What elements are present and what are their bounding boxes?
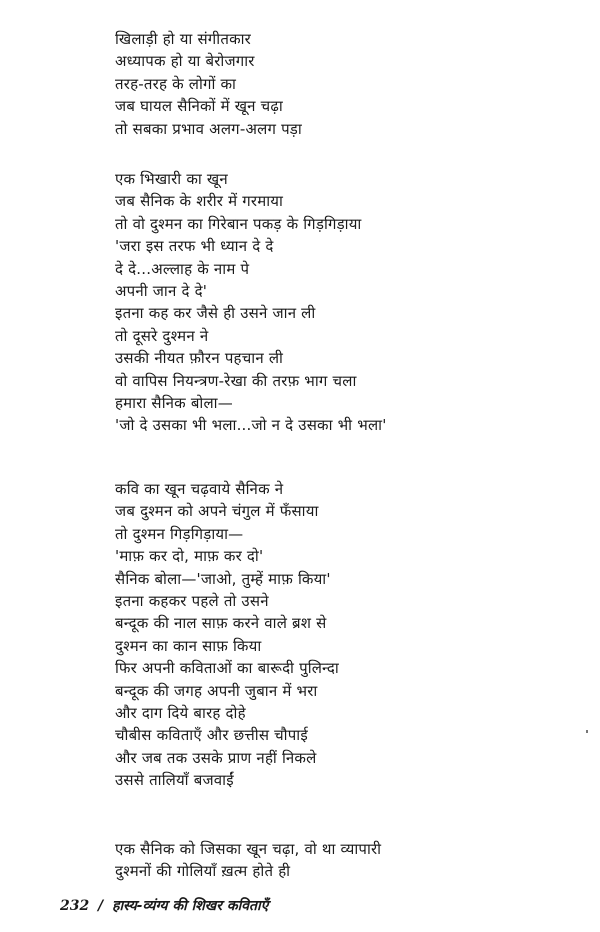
poem-line: जब सैनिक के शरीर में गरमाया (115, 192, 284, 211)
poem-line: सैनिक बोला—'जाओ, तुम्हें माफ़ किया' (115, 569, 331, 588)
page-number: 232 (60, 898, 90, 914)
poem-line: इतना कह कर जैसे ही उसने जान ली (115, 304, 316, 323)
poem-line: उसकी नीयत फ़ौरन पहचान ली (115, 349, 284, 368)
scan-speck (586, 730, 588, 733)
poem-line: जब दुश्मन को अपने चंगुल में फँसाया (115, 502, 319, 521)
poem-line: चौबीस कविताएँ और छत्तीस चौपाई (115, 726, 308, 745)
poem-line: जब घायल सैनिकों में खून चढ़ा (115, 97, 283, 116)
page-footer (60, 896, 268, 916)
poem-line: दे दे...अल्लाह के नाम पे (115, 259, 250, 278)
poem-line: दुश्मनों की गोलियाँ ख़त्म होते ही (115, 862, 291, 881)
poem-line: दुश्मन का कान साफ़ किया (115, 636, 262, 655)
poem-line: और जब तक उसके प्राण नहीं निकले (115, 748, 317, 767)
poem-line: अध्यापक हो या बेरोजगार (115, 52, 255, 71)
poem-line: तो दूसरे दुश्मन ने (115, 326, 209, 345)
poem-line: वो वापिस नियन्त्रण-रेखा की तरफ़ भाग चला (115, 371, 357, 390)
poem-line: 'जो दे उसका भी भला...जो न दे उसका भी भला' (115, 416, 387, 435)
poem-line: और दाग दिये बारह दोहे (115, 704, 246, 723)
footer-separator: / (98, 898, 104, 914)
poem-line: 'जरा इस तरफ भी ध्यान दे दे (115, 237, 274, 256)
book-title: हास्य-व्यंग्य की शिखर कविताएँ (112, 898, 269, 914)
stanza-1 (115, 28, 302, 140)
poem-line: उससे तालियाँ बजवाईं (115, 771, 234, 790)
stanza-3 (115, 478, 339, 792)
stanza-4 (115, 838, 381, 883)
stanza-2 (115, 168, 387, 437)
poem-line: तरह-तरह के लोगों का (115, 74, 237, 93)
poem-line: बन्दूक की नाल साफ़ करने वाले ब्रश से (115, 614, 327, 633)
poem-line: तो सबका प्रभाव अलग-अलग पड़ा (115, 119, 302, 138)
poem-line: 'माफ़ कर दो, माफ़ कर दो' (115, 547, 264, 566)
poem-line: तो वो दुश्मन का गिरेबान पकड़ के गिड़गिड़ाया (115, 214, 362, 233)
poem-line: हमारा सैनिक बोला— (115, 394, 233, 413)
poem-line: कवि का खून चढ़वाये सैनिक ने (115, 480, 284, 498)
poem-line: इतना कहकर पहले तो उसने (115, 592, 269, 611)
poem-line: एक सैनिक को जिसका खून चढ़ा, वो था व्यापारी (115, 840, 382, 858)
poem-line: तो दुश्मन गिड़गिड़ाया— (115, 524, 244, 543)
poem-line: खिलाड़ी हो या संगीतकार (115, 30, 252, 48)
poem-line: एक भिखारी का खून (115, 170, 228, 188)
poem-line: अपनी जान दे दे' (115, 282, 208, 301)
poem-line: फिर अपनी कविताओं का बारूदी पुलिन्दा (115, 659, 339, 678)
poem-line: बन्दूक की जगह अपनी जुबान में भरा (115, 681, 318, 700)
